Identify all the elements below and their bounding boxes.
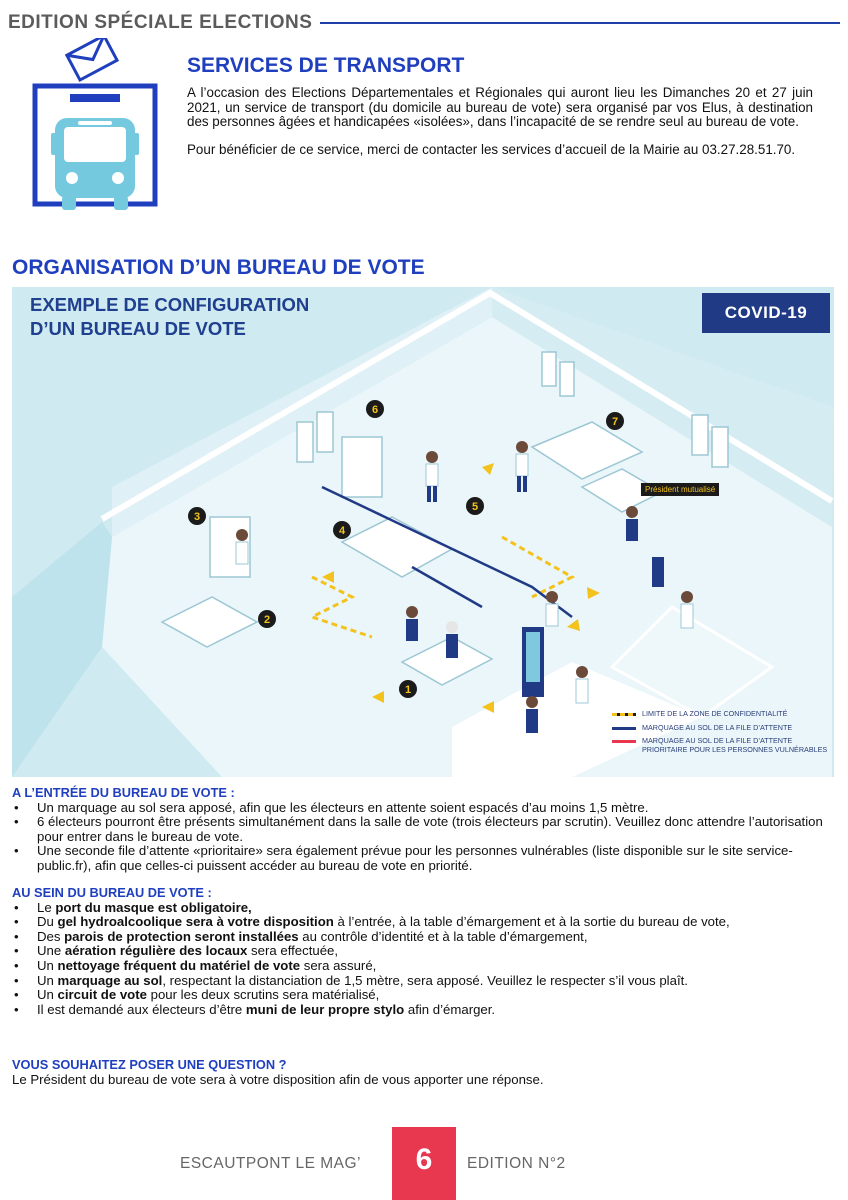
inside-section (12, 886, 834, 1017)
header-divider (320, 22, 840, 24)
item-text: Une (37, 943, 65, 959)
transport-title: SERVICES DE TRANSPORT (187, 54, 465, 77)
marker-6: 6 (371, 404, 379, 416)
item-bold-text: gel hydroalcoolique sera à votre disposition (57, 914, 334, 930)
item-bold-text: marquage au sol (57, 972, 163, 988)
edition-label: EDITION SPÉCIALE ELECTIONS (8, 12, 313, 33)
transport-text (187, 86, 813, 170)
question-section (12, 1058, 834, 1087)
item-text: au contrôle d’identité et à la table d’émargement, (298, 928, 588, 944)
list-item (12, 915, 834, 930)
item-text: sera assuré, (300, 957, 377, 973)
entrance-title: A L’ENTRÉE DU BUREAU DE VOTE : (12, 785, 235, 800)
illustration-title (30, 293, 309, 341)
transport-paragraph-2: Pour bénéficier de ce service, merci de contacter les services d’accueil de la Mairie au 03.27.28.51.70. (187, 141, 796, 157)
illustration-title-line-1: EXEMPLE DE CONFIGURATION (30, 294, 310, 315)
item-bold-text: parois de protection seront installées (64, 928, 299, 944)
illustration-legend (612, 710, 830, 759)
legend-label: MARQUAGE AU SOL DE LA FILE D’ATTENTE PRIORITAIRE POUR LES PERSONNES VULNÉRABLES (642, 736, 828, 754)
list-item (12, 944, 834, 959)
legend-swatch-yellow (612, 713, 636, 716)
legend-item-confidentiality (612, 710, 830, 719)
item-text: Il est demandé aux électeurs d’être (37, 1001, 246, 1017)
transport-paragraph-1: A l’occasion des Elections Départementales et Régionales qui auront lieu les Dimanches 20 et 27 juin 2021, un service de transport (du domicile au bureau de vote) sera organisé par vos Elus, à destination des personnes âgées et handicapées «isolées», dans l’incapacité de se rendre seul au bureau de vote. (187, 85, 813, 130)
item-bold-text: circuit de vote (57, 987, 147, 1003)
covid-badge: COVID-19 (702, 293, 830, 333)
marker-2: 2 (263, 614, 271, 626)
item-text: Le (37, 899, 56, 915)
inside-title: AU SEIN DU BUREAU DE VOTE : (12, 885, 212, 900)
list-item: • Un marquage au sol sera apposé, afin que les électeurs en attente soient espacés d’au moins 1,5 mètre. (12, 801, 834, 816)
legend-label: LIMITE DE LA ZONE DE CONFIDENTIALITÉ (642, 709, 788, 718)
item-text: Un (37, 972, 58, 988)
list-item (12, 1003, 834, 1018)
legend-swatch-blue (612, 727, 636, 730)
legend-item-queue (612, 724, 830, 733)
polling-station-drawing (12, 287, 834, 777)
president-label: Président mutualisé (641, 483, 719, 496)
list-item (12, 959, 834, 974)
marker-4: 4 (338, 525, 346, 537)
question-title: VOUS SOUHAITEZ POSER UNE QUESTION ? (12, 1057, 287, 1072)
illustration-title-line-2: D’UN BUREAU DE VOTE (30, 318, 246, 339)
item-bold-text: aération régulière des locaux (64, 943, 248, 959)
item-text: Un (37, 957, 58, 973)
entrance-section (12, 786, 834, 874)
list-item: • 6 électeurs pourront être présents simultanément dans la salle de vote (trois électeurs par scrutin). Veuillez donc attendre l’autorisation pour entrer dans le bureau de vote. (12, 815, 834, 844)
item-bold-text: muni de leur propre stylo (245, 1001, 405, 1017)
item-text: pour les deux scrutins sera matérialisé, (146, 987, 380, 1003)
marker-3: 3 (193, 511, 201, 523)
footer-edition: EDITION N°2 (467, 1155, 566, 1172)
edition-header (8, 10, 840, 36)
list-item (12, 974, 834, 989)
item-text: , respectant la distanciation de 1,5 mètre, sera apposé. Veuillez le respecter s’il vous plaît. (162, 972, 688, 988)
list-item: • Une seconde file d’attente «prioritaire» sera également prévue pour les personnes vulnérables (liste disponible sur le site service-public.fr), afin que celles-ci puissent accéder au bureau de vote en priorité. (12, 844, 834, 873)
item-bold-text: nettoyage fréquent du matériel de vote (57, 957, 301, 973)
ballot-bus-icon (30, 38, 160, 213)
item-text: Un (37, 987, 58, 1003)
item-text: Des (37, 928, 65, 944)
list-item (12, 930, 834, 945)
inside-list (12, 901, 834, 1018)
footer-magazine: ESCAUTPONT LE MAG’ (180, 1155, 361, 1172)
marker-1: 1 (404, 684, 412, 696)
legend-item-priority-queue (612, 737, 830, 754)
page-number: 6 (392, 1127, 456, 1200)
question-text: Le Président du bureau de vote sera à votre disposition afin de vous apporter une réponse. (12, 1071, 544, 1087)
marker-5: 5 (471, 501, 479, 513)
item-text: à l’entrée, à la table d’émargement et à la sortie du bureau de vote, (333, 914, 730, 930)
entrance-list (12, 801, 834, 874)
organisation-title: ORGANISATION D’UN BUREAU DE VOTE (12, 256, 425, 279)
item-text: afin d’émarger. (404, 1001, 496, 1017)
polling-station-illustration (12, 287, 834, 777)
list-item (12, 901, 834, 916)
legend-swatch-red (612, 740, 636, 743)
item-bold-text: port du masque est obligatoire, (55, 899, 252, 915)
item-text: sera effectuée, (247, 943, 339, 959)
legend-label: MARQUAGE AU SOL DE LA FILE D’ATTENTE (642, 722, 793, 732)
marker-7: 7 (611, 416, 619, 428)
item-text: Du (37, 914, 58, 930)
list-item (12, 988, 834, 1003)
